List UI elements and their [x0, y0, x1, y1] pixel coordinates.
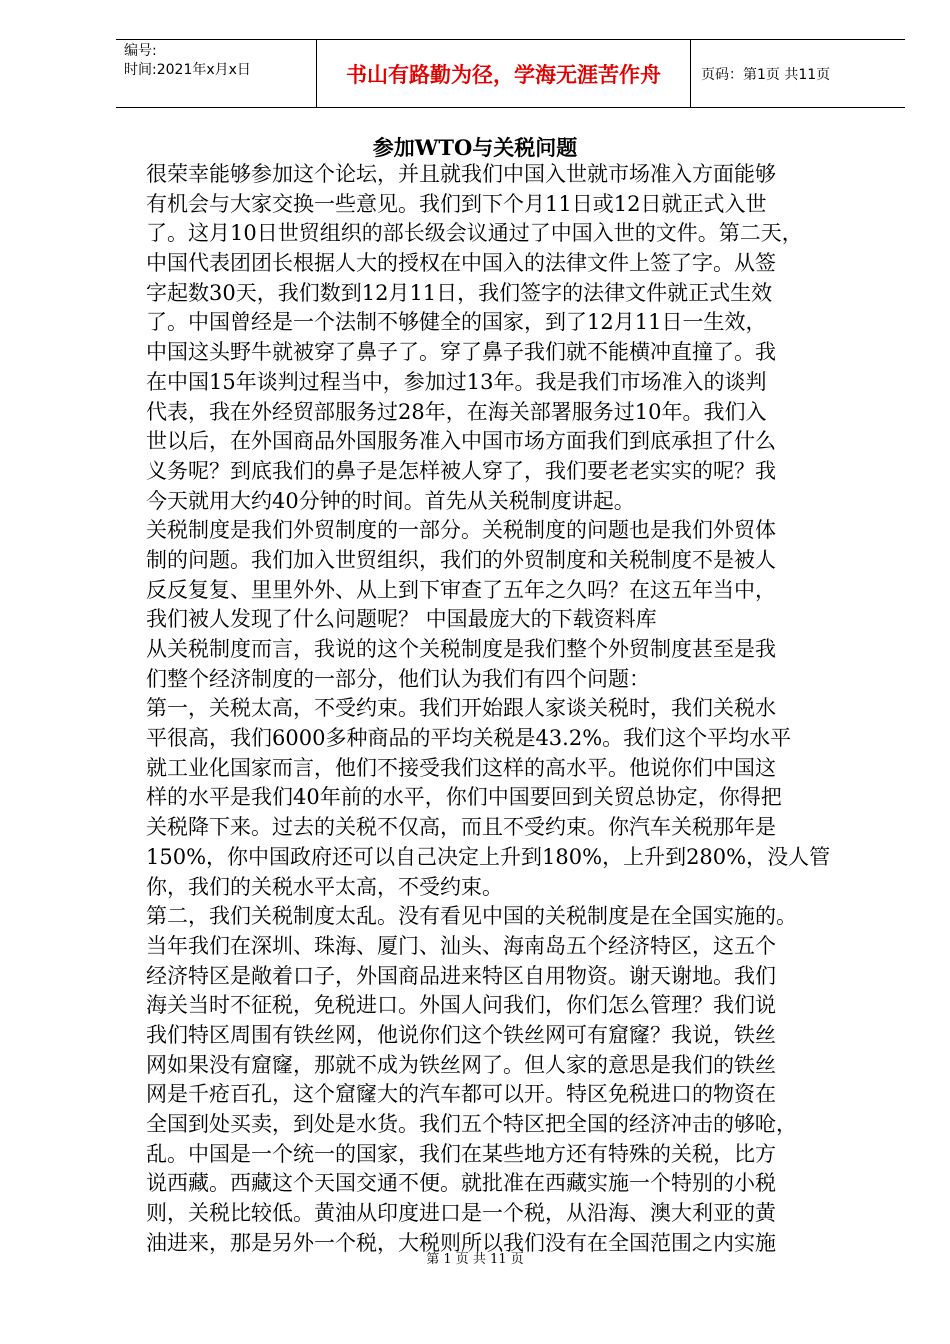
body-line: 关税制度是我们外贸制度的一部分。关税制度的问题也是我们外贸体 — [146, 518, 776, 543]
body-line: 从关税制度而言，我说的这个关税制度是我们整个外贸制度甚至是我 — [146, 637, 776, 661]
body-line: 则，关税比较低。黄油从印度进口是一个税，从沿海、澳大利亚的黄 — [146, 1201, 776, 1226]
body-line: 中国代表团团长根据人大的授权在中国入的法律文件上签了字。从签 — [146, 251, 776, 276]
body-line: 样的水平是我们40年前的水平，你们中国要回到关贸总协定，你得把 — [146, 785, 782, 810]
body-line: 你，我们的关税水平太高，不受约束。 — [146, 874, 503, 899]
body-line: 经济特区是敞着口子，外国商品进来特区自用物资。谢天谢地。我们 — [146, 963, 776, 988]
body-line: 了。这月10日世贸组织的部长级会议通过了中国入世的文件。第二天， — [146, 221, 803, 246]
body-line: 乱。中国是一个统一的国家，我们在某些地方还有特殊的关税，比方 — [146, 1141, 776, 1166]
body-line: 平很高，我们6000多种商品的平均关税是43.2%。我们这个平均水平 — [146, 726, 792, 751]
body-line: 有机会与大家交换一些意见。我们到下个月11日或12日就正式入世 — [146, 191, 767, 216]
body-line: 代表，我在外经贸部服务过28年，在海关部署服务过10年。我们入 — [146, 399, 767, 424]
page-header — [116, 39, 905, 108]
body-line: 中国这头野牛就被穿了鼻子了。穿了鼻子我们就不能横冲直撞了。我 — [146, 340, 776, 365]
body-line: 义务呢？到底我们的鼻子是怎样被人穿了，我们要老老实实的呢？我 — [146, 458, 776, 483]
body-line: 全国到处买卖，到处是水货。我们五个特区把全国的经济冲击的够呛， — [146, 1112, 797, 1136]
motto-text: 书山有路勤为径，学海无涯苦作舟 — [346, 62, 661, 87]
body-line: 网如果没有窟窿，那就不成为铁丝网了。但人家的意思是我们的铁丝 — [146, 1052, 776, 1077]
body-line: 今天就用大约40分钟的时间。首先从关税制度讲起。 — [146, 488, 635, 513]
body-line: 了。中国曾经是一个法制不够健全的国家，到了12月11日一生效， — [146, 310, 767, 335]
body-line: 字起数30天，我们数到12月11日，我们签字的法律文件就正式生效 — [146, 280, 773, 305]
time-label: 时间:2021年x月x日 — [124, 62, 251, 78]
body-line: 们整个经济制度的一部分，他们认为我们有四个问题： — [146, 666, 650, 691]
body-line: 关税降下来。过去的关税不仅高，而且不受约束。你汽车关税那年是 — [146, 815, 776, 840]
body-line: 网是千疮百孔，这个窟窿大的汽车都可以开。特区免税进口的物资在 — [146, 1082, 776, 1107]
page-footer: 第 1 页 共 11 页 — [426, 1252, 524, 1267]
body-line: 我们被人发现了什么问题呢？ 中国最庞大的下载资料库 — [146, 607, 657, 632]
body-line: 在中国15年谈判过程当中，参加过13年。我是我们市场准入的谈判 — [146, 369, 767, 394]
body-line: 第二，我们关税制度太乱。没有看见中国的关税制度是在全国实施的。 — [146, 904, 797, 929]
body-line: 当年我们在深圳、珠海、厦门、汕头、海南岛五个经济特区，这五个 — [146, 933, 776, 958]
body-line: 说西藏。西藏这个天国交通不便。就批准在西藏实施一个特别的小税 — [146, 1171, 776, 1196]
header-motto-cell — [316, 40, 691, 107]
body-line: 很荣幸能够参加这个论坛，并且就我们中国入世就市场准入方面能够 — [146, 162, 776, 186]
body-line: 第一，关税太高，不受约束。我们开始跟人家谈关税时，我们关税水 — [146, 696, 776, 721]
page-number-label: 页码：第1页 共11页 — [701, 66, 831, 83]
document-body — [146, 160, 896, 1258]
body-line: 反反复复、里里外外、从上到下审查了五年之久吗？在这五年当中， — [146, 577, 776, 602]
body-line: 世以后，在外国商品外国服务准入中国市场方面我们到底承担了什么 — [146, 429, 776, 454]
body-line: 海关当时不征税，免税进口。外国人问我们，你们怎么管理？我们说 — [146, 993, 776, 1018]
body-line: 我们特区周围有铁丝网，他说你们这个铁丝网可有窟窿？我说，铁丝 — [146, 1022, 776, 1047]
header-page-cell — [691, 40, 905, 107]
document-title: 参加WTO与关税问题 — [372, 135, 578, 160]
body-line: 制的问题。我们加入世贸组织，我们的外贸制度和关税制度不是被人 — [146, 547, 776, 572]
body-line: 就工业化国家而言，他们不接受我们这样的高水平。他说你们中国这 — [146, 755, 776, 780]
code-label: 编号: — [124, 43, 157, 59]
header-meta — [116, 40, 316, 107]
body-line: 油进来，那是另外一个税，大税则所以我们没有在全国范围之内实施 — [146, 1230, 776, 1255]
body-line: 150%，你中国政府还可以自己决定上升到180%，上升到280%，没人管 — [146, 844, 831, 869]
